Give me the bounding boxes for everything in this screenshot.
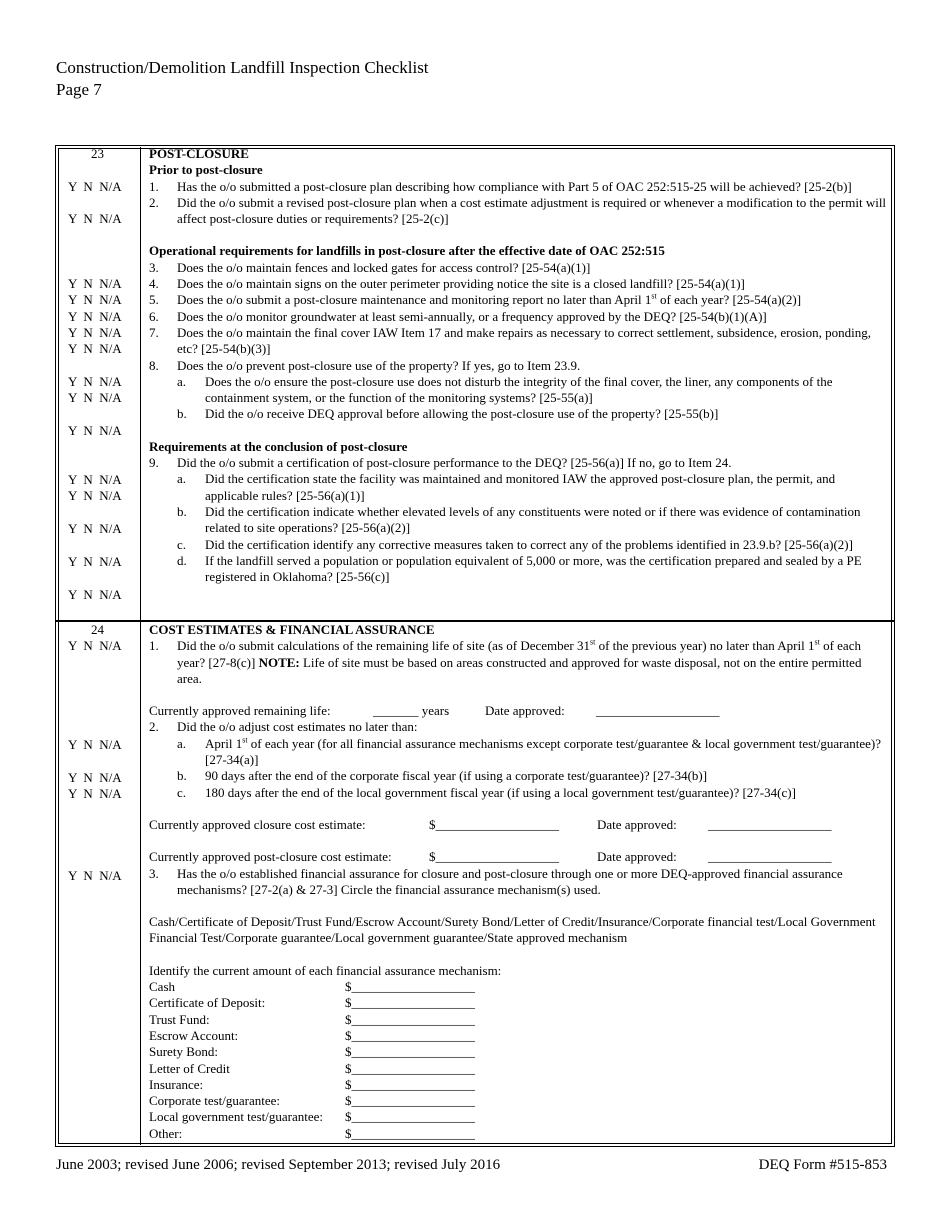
mechanism-label: Letter of Credit bbox=[149, 1060, 230, 1076]
mechanism-label: Certificate of Deposit: bbox=[149, 995, 266, 1011]
question-23-7: 7. Does the o/o maintain the final cover IAW Item 17 and make repairs as necessary to correct settlement, subsidence, erosion, ponding, etc? [25-54(b)(3)] bbox=[149, 324, 871, 357]
page-header bbox=[56, 57, 429, 101]
question-23-9: 9. Did the o/o submit a certification of post-closure performance to the DEQ? [25-56(a)] If no, go to Item 24. bbox=[149, 455, 732, 471]
mechanism-list: Cash/Certificate of Deposit/Trust Fund/Escrow Account/Surety Bond/Letter of Credit/Insurance/Corporate financial test/Local Government Financial Test/Corporate guarantee/Local government guarantee/State approved mechanism bbox=[149, 914, 876, 946]
mechanism-amount-field[interactable]: $___________________ bbox=[345, 1011, 475, 1027]
yn-choice[interactable]: Y N N/A bbox=[68, 276, 122, 291]
financial-mechanism-row bbox=[149, 1093, 889, 1109]
remaining-life-field[interactable]: _______ years bbox=[373, 703, 450, 719]
question-24-2b: b. 90 days after the end of the corporate fiscal year (if using a corporate test/guarantee)? [27-34(b)] bbox=[177, 768, 708, 784]
yn-choice[interactable]: Y N N/A bbox=[68, 423, 122, 438]
column-divider bbox=[140, 147, 141, 1145]
subheading: Prior to post-closure bbox=[149, 162, 263, 178]
date-approved-field[interactable]: ___________________ bbox=[708, 816, 832, 832]
question-23-8b: b. Did the o/o receive DEQ approval before allowing the post-closure use of the property? [25-55(b)] bbox=[177, 406, 719, 422]
mechanism-amount-field[interactable]: $___________________ bbox=[345, 979, 475, 995]
yn-choice[interactable]: Y N N/A bbox=[68, 472, 122, 487]
yn-choice[interactable]: Y N N/A bbox=[68, 309, 122, 324]
page-number: Page 7 bbox=[56, 80, 102, 99]
mechanism-amount-field[interactable]: $___________________ bbox=[345, 1109, 475, 1125]
section-23-content bbox=[149, 146, 889, 585]
closure-cost-field[interactable]: $___________________ bbox=[429, 816, 559, 832]
mechanism-amount-field[interactable]: $___________________ bbox=[345, 1044, 475, 1060]
question-24-2c: c. 180 days after the end of the local government fiscal year (if using a local government test/guarantee)? [27-34(c)] bbox=[177, 784, 796, 800]
yn-choice[interactable]: Y N N/A bbox=[68, 488, 122, 503]
yn-choice[interactable]: Y N N/A bbox=[68, 390, 122, 405]
mechanism-amount-field[interactable]: $___________________ bbox=[345, 1093, 475, 1109]
yn-choice[interactable]: Y N N/A bbox=[68, 638, 122, 653]
item-number-23: 23 bbox=[91, 146, 104, 161]
yn-choice[interactable]: Y N N/A bbox=[68, 587, 122, 602]
financial-mechanism-row bbox=[149, 995, 889, 1011]
mechanism-label: Corporate test/guarantee: bbox=[149, 1093, 281, 1109]
financial-mechanism-row bbox=[149, 1044, 889, 1060]
question-23-5: 5. Does the o/o submit a post-closure maintenance and monitoring report no later than April 1st of each year? [25-54(a)(2)] bbox=[149, 292, 802, 308]
question-23-9c: c. Did the certification identify any corrective measures taken to correct any of the problems identified in 23.9.b? [25-56(a)(2)] bbox=[177, 536, 853, 552]
mechanism-label: Local government test/guarantee: bbox=[149, 1109, 323, 1125]
date-approved-field[interactable]: ___________________ bbox=[708, 849, 832, 865]
section-title: COST ESTIMATES & FINANCIAL ASSURANCE bbox=[149, 622, 435, 637]
mechanism-label: Other: bbox=[149, 1125, 183, 1141]
financial-mechanism-row bbox=[149, 1109, 889, 1125]
section-title: POST-CLOSURE bbox=[149, 146, 249, 161]
section-24-content bbox=[149, 622, 889, 1142]
mechanism-label: Escrow Account: bbox=[149, 1027, 239, 1043]
mechanism-amount-field[interactable]: $___________________ bbox=[345, 1125, 475, 1141]
yn-choice[interactable]: Y N N/A bbox=[68, 786, 122, 801]
identify-instruction: Identify the current amount of each financial assurance mechanism: bbox=[149, 962, 502, 978]
financial-mechanism-row bbox=[149, 1077, 889, 1093]
yn-choice[interactable]: Y N N/A bbox=[68, 868, 122, 883]
question-24-2: 2. Did the o/o adjust cost estimates no later than: bbox=[149, 719, 418, 735]
question-23-3: 3. Does the o/o maintain fences and locked gates for access control? [25-54(a)(1)] bbox=[149, 259, 591, 275]
question-23-9b: b. Did the certification indicate whether elevated levels of any constituents were noted or if there was evidence of contamination related to site operations? [25-56(a)(2)] bbox=[177, 503, 861, 536]
question-23-8: 8. Does the o/o prevent post-closure use of the property? If yes, go to Item 23.9. bbox=[149, 357, 581, 373]
yn-choice[interactable]: Y N N/A bbox=[68, 341, 122, 356]
footer-revision-dates: June 2003; revised June 2006; revised September 2013; revised July 2016 bbox=[56, 1157, 501, 1173]
question-23-2: 2. Did the o/o submit a revised post-closure plan when a cost estimate adjustment is required or whenever a modification to the permit will affect post-closure duties or requirements? [25-2(c)] bbox=[149, 194, 887, 227]
yn-choice[interactable]: Y N N/A bbox=[68, 770, 122, 785]
document-title: Construction/Demolition Landfill Inspection Checklist bbox=[56, 58, 429, 77]
financial-mechanism-row bbox=[149, 979, 889, 995]
remaining-life-line: Currently approved remaining life: _______ years Date approved: ___________________ bbox=[149, 703, 720, 719]
question-24-3: 3. Has the o/o established financial assurance for closure and post-closure through one or more DEQ-approved financial assurance mechanisms? [27-2(a) & 27-3] Circle the financial assurance mechanism(s) used. bbox=[149, 865, 843, 897]
question-23-9a: a. Did the certification state the facility was maintained and monitored IAW the approved post-closure plan, the permit, and applicable rules? [25-56(a)(1)] bbox=[177, 471, 836, 503]
postclosure-cost-field[interactable]: $___________________ bbox=[429, 849, 559, 865]
financial-mechanism-row bbox=[149, 1028, 889, 1044]
question-24-1: 1. Did the o/o submit calculations of the remaining life of site (as of December 31st of the previous year) no later than April 1st of each year? [27-8(c)] NOTE: Life of site must be based on areas constructed and approved for waste disposal, not on the entire permitted area. bbox=[149, 637, 862, 686]
yn-choice[interactable]: Y N N/A bbox=[68, 554, 122, 569]
item-number-24: 24 bbox=[91, 622, 104, 637]
question-23-9d: d. If the landfill served a population or population equivalent of 5,000 or more, was the certification prepared and sealed by a PE registered in Oklahoma? [25-56(c)] bbox=[177, 552, 862, 585]
question-23-8a: a. Does the o/o ensure the post-closure use does not disturb the integrity of the final cover, the liner, any components of the containment system, or the function of the monitoring systems? [25-55(a)] bbox=[177, 373, 833, 406]
mechanism-label: Cash bbox=[149, 979, 175, 995]
mechanism-amount-field[interactable]: $___________________ bbox=[345, 1060, 475, 1076]
mechanism-amount-field[interactable]: $___________________ bbox=[345, 995, 475, 1011]
question-23-1: 1. Has the o/o submitted a post-closure plan describing how compliance with Part 5 of OAC 252:515-25 will be achieved? [25-2(b)] bbox=[149, 178, 852, 194]
financial-mechanism-list bbox=[149, 979, 889, 1142]
subheading: Operational requirements for landfills in post-closure after the effective date of OAC 252:515 bbox=[149, 243, 665, 259]
subheading: Requirements at the conclusion of post-closure bbox=[149, 438, 408, 454]
mechanism-label: Surety Bond: bbox=[149, 1044, 218, 1060]
question-24-2a: a. April 1st of each year (for all financial assurance mechanisms except corporate test/guarantee & local government test/guarantee)? [27-34(a)] bbox=[177, 735, 881, 768]
yn-choice[interactable]: Y N N/A bbox=[68, 292, 122, 307]
yn-choice[interactable]: Y N N/A bbox=[68, 211, 122, 226]
closure-cost-line: Currently approved closure cost estimate: $___________________ Date approved: ___________________ bbox=[149, 816, 832, 832]
date-approved-field[interactable]: ___________________ bbox=[596, 703, 720, 719]
postclosure-cost-line: Currently approved post-closure cost estimate: $___________________ Date approved: ___________________ bbox=[149, 849, 832, 865]
mechanism-label: Insurance: bbox=[149, 1076, 204, 1092]
mechanism-amount-field[interactable]: $___________________ bbox=[345, 1076, 475, 1092]
financial-mechanism-row bbox=[149, 1012, 889, 1028]
yn-choice[interactable]: Y N N/A bbox=[68, 325, 122, 340]
question-23-6: 6. Does the o/o monitor groundwater at least semi-annually, or a frequency approved by the DEQ? [25-54(b)(1)(A)] bbox=[149, 308, 767, 324]
financial-mechanism-row bbox=[149, 1126, 889, 1142]
yn-choice[interactable]: Y N N/A bbox=[68, 737, 122, 752]
question-23-4: 4. Does the o/o maintain signs on the outer perimeter providing notice the site is a closed landfill? [25-54(a)(1)] bbox=[149, 276, 745, 292]
yn-choice[interactable]: Y N N/A bbox=[68, 521, 122, 536]
footer-form-number: DEQ Form #515-853 bbox=[758, 1157, 887, 1173]
yn-choice[interactable]: Y N N/A bbox=[68, 374, 122, 389]
mechanism-label: Trust Fund: bbox=[149, 1011, 210, 1027]
mechanism-amount-field[interactable]: $___________________ bbox=[345, 1027, 475, 1043]
financial-mechanism-row bbox=[149, 1061, 889, 1077]
yn-choice[interactable]: Y N N/A bbox=[68, 179, 122, 194]
